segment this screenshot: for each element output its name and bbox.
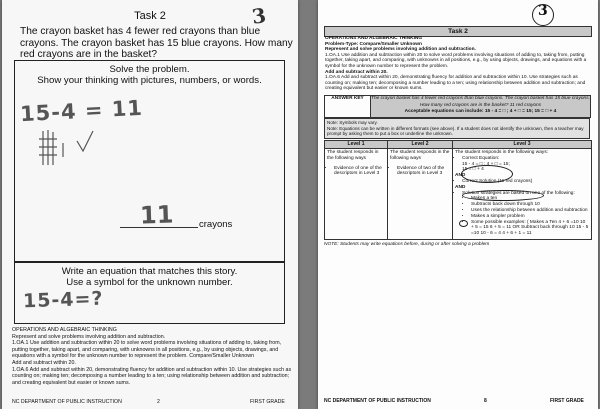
level-1-text: The student responds in the following ways	[327, 150, 379, 161]
solve-instruction-line-2: Show your thinking with pictures, numbers, or words.	[37, 75, 262, 86]
problem-text: The crayon basket has 4 fewer red crayons than blue crayons. The crayon basket has 15 blue crayons. How many red crayons are in the basket?	[20, 26, 293, 61]
level-3-strategies: • Solution strategies are based on one of the following:	[462, 191, 589, 197]
level-2-text: The student responds in the following ways	[390, 150, 450, 161]
standard-1oa6: 1.OA.6 Add and subtract within 20, demonstrating fluency for addition and subtraction within 10. Use strategies such as counting on; making ten; decomposing a number leading to a ten; using relationship between addition and subtraction; and creating equivalent but easier or known sums.	[325, 75, 586, 92]
equation-box	[14, 262, 285, 324]
handwritten-page-number: 3	[538, 3, 548, 19]
strategy-examples: • Some possible examples: ( Makes a Ten 4 + 6 =10 10 + 5 = 15 6 + 5 = 11 OR Subtract back through 10 15 - 5 =10 10 - 6 = 4 4 + 6 + 1 = 11	[471, 220, 589, 237]
footer-department: NC DEPARTMENT OF PUBLIC INSTRUCTION	[12, 399, 122, 405]
footer-department: NC DEPARTMENT OF PUBLIC INSTRUCTION	[324, 398, 431, 404]
solve-box	[14, 60, 285, 262]
problem-type: Problem-Type: Compare/Smaller Unknown	[325, 41, 422, 47]
student-worksheet-page	[2, 0, 298, 409]
level-3-equation-line-2: 15 = □ + 4	[462, 167, 484, 173]
note-equations: Note: Equations can be written in different formats (see above). If a student does not identify the unknown, then a teacher may prompt by asking them to put a box or underline the unknown.	[327, 125, 584, 137]
standards-subheading-2: Add and subtract within 20.	[325, 69, 388, 75]
footer-grade: FIRST GRADE	[250, 399, 285, 405]
standards-subheading: Represent and solve problems involving addition and subtraction.	[325, 47, 476, 53]
level-3-correct-solution: • Correct Solution (11 red crayons)	[462, 179, 589, 185]
bottom-note: NOTE: Students may write equations before, during or after solving a problem	[324, 242, 490, 247]
answer-key-row	[324, 95, 590, 116]
strategy-subtract-back: • Subtracts back down through 10	[471, 202, 589, 208]
teacher-circle-equation	[461, 165, 513, 183]
tally-drawing	[39, 127, 109, 169]
footer-page-number: 8	[484, 398, 487, 404]
equation-instruction-line-2: Use a symbol for the unknown number.	[66, 277, 233, 288]
answer-line	[120, 227, 198, 228]
level-2-cell	[388, 149, 452, 239]
standards-subheading: Represent and solve problems involving addition and subtraction.	[12, 333, 166, 340]
standards-heading: OPERATIONS AND ALGEBRAIC THINKING	[325, 36, 423, 41]
level-1-bullet: • Evidence of one of the descriptors in Level 3	[334, 166, 385, 178]
level-2-header: Level 2	[388, 141, 452, 149]
note-symbols: Note: Symbols may vary.	[327, 120, 378, 125]
answer-key-text	[370, 95, 591, 118]
notes-box	[324, 118, 590, 139]
answer-key-label: ANSWER KEY	[324, 95, 371, 118]
level-1-cell	[325, 149, 387, 239]
answer-key-page	[318, 0, 598, 409]
footer-grade: FIRST GRADE	[550, 398, 584, 404]
acceptable-equations: Acceptable equations can include: 15 - 4 = □ ; 4 + □ = 15; 15 = □ + 4	[404, 109, 557, 115]
student-work-equation: 15-4 = 11	[19, 95, 144, 127]
standards-heading: OPERATIONS AND ALGEBRAIC THINKING	[12, 327, 117, 333]
and-label: AND	[455, 184, 466, 190]
footer-page-number: 2	[157, 399, 160, 405]
standard-1oa6: 1.OA.6 Add and subtract within 20, demonstrating fluency for addition and subtraction within 10. Use strategies such as counting on; making ten; decomposing a number leading to a ten; using relationship between addition and subtraction; and creating equivalent but easier or known sums.	[12, 366, 292, 386]
task-title: Task 2	[324, 26, 592, 37]
level-1-header: Level 1	[325, 141, 387, 149]
level-2-bullet: • Evidence of two of the descriptors in Level 3	[397, 166, 450, 178]
teacher-circle-strategy	[459, 220, 468, 227]
level-3-header: Level 3	[453, 141, 591, 149]
rubric-table	[324, 140, 592, 240]
solve-instructions	[15, 64, 284, 86]
standards-text	[12, 327, 294, 386]
strategy-simpler-problem: • Makes a simpler problem	[471, 214, 589, 220]
equation-instruction-line-1: Write an equation that matches this story.	[61, 266, 238, 277]
answer-unit: crayons	[199, 219, 233, 230]
equation-instructions	[15, 266, 284, 288]
standard-1oa1: 1.OA.1 Use addition and subtraction within 20 to solve word problems involving situations of adding to, taking from, putting together, taking apart, and comparing, with unknowns in all positions, e.g., by using objects, drawings, and equations with a symbol for the unknown number to represent the problem.	[325, 52, 587, 69]
strategy-make-ten: • Makes a ten	[471, 196, 589, 202]
student-equation: 15-4=?	[22, 287, 104, 313]
standard-1oa1: 1.OA.1 Use addition and subtraction within 20 to solve word problems involving situations of adding to, taking from, putting together, taking apart, and comparing, with unknowns in all positions, e.g., by using objects, drawings, and equations with a symbol for the unknown number to represent the problem. Compare/Smaller Unknown	[12, 340, 282, 360]
answer-key-problem: The crayon basket has 4 fewer red crayons than blue crayons. The crayon basket has 15 blue crayons. How many red crayons are in the basket? 11 red crayons	[371, 96, 590, 108]
level-3-equation-line-1: 15 - 4 = □ ; 4 + □ = 15;	[462, 161, 510, 167]
standards-subheading-2: Add and subtract within 20.	[12, 359, 76, 366]
task-title: Task 2	[134, 10, 166, 22]
student-answer: 11	[139, 200, 174, 230]
level-3-text: The student responds in the following ways:	[455, 150, 549, 155]
and-label: AND	[455, 173, 466, 179]
level-3-correct-equation: • Correct Equation:	[462, 156, 589, 162]
teacher-circle-solution	[462, 190, 544, 201]
strategy-relationship: • Uses the relationship between addition and subtraction	[471, 208, 589, 214]
handwritten-page-number: 3	[250, 3, 268, 29]
solve-instruction-line-1: Solve the problem.	[109, 64, 190, 75]
standards-text	[325, 36, 589, 92]
